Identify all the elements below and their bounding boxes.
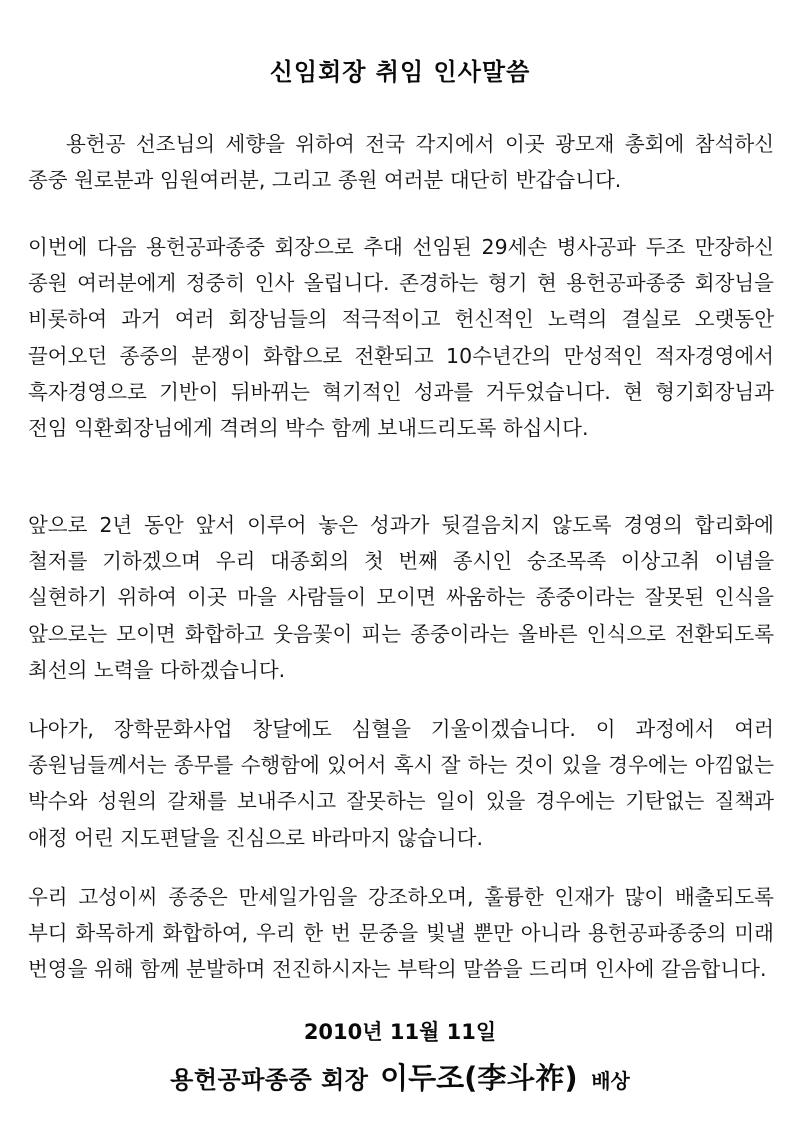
- signature-name: 이두조(李斗祚): [380, 1061, 578, 1095]
- paragraph-request: 나아가, 장학문화사업 창달에도 심혈을 기울이겠습니다. 이 과정에서 여러 종원님들께서는 종무를 수행함에 있어서 혹시 잘 하는 것이 있을 경우에는 아낌없는 박수와 성원의 갈채를 보내주시고 잘못하는 일이 있을 경우에는 기탄없는 질책과 애정 어린 지도편달을 진심으로 바라마지 않습니다.: [28, 717, 774, 850]
- document-date: 2010년 11월 11일: [303, 1020, 497, 1044]
- signature-organization: 용헌공파종중 회장: [170, 1066, 369, 1094]
- signature-suffix: 배상: [591, 1069, 630, 1093]
- signature-line: [0, 1056, 800, 1097]
- paragraph-introduction: 이번에 다음 용헌공파종중 회장으로 추대 선임된 29세손 병사공파 두조 만장하신 종원 여러분에게 정중히 인사 올립니다. 존경하는 형기 현 용헌공파종중 회장님을 비롯하여 과거 여러 회장님들의 적극적이고 헌신적인 노력의 결실로 오랫동안 끌어오던 종중의 분쟁이 화합으로 전환되고 10수년간의 만성적인 적자경영에서 흑자경영으로 기반이 뒤바뀌는 혁기적인 성과를 거두었습니다. 현 형기회장님과 전임 익환회장님에게 격려의 박수 함께 보내드리도록 하십시다.: [28, 235, 774, 441]
- document-title: 신임회장 취임 인사말씀: [269, 58, 531, 86]
- paragraph-greeting: 용헌공 선조님의 세향을 위하여 전국 각지에서 이곳 광모재 총회에 참석하신 종중 원로분과 임원여러분, 그리고 종원 여러분 대단히 반갑습니다.: [28, 132, 774, 193]
- paragraph-closing: 우리 고성이씨 종중은 만세일가임을 강조하오며, 훌륭한 인재가 많이 배출되도록 부디 화목하게 화합하여, 우리 한 번 문중을 빛낼 뿐만 아니라 용헌공파종중의 미래 번영을 위해 함께 분발하며 전진하시자는 부탁의 말씀을 드리며 인사에 갈음합니다.: [28, 885, 774, 982]
- paragraph-plans: 앞으로 2년 동안 앞서 이루어 놓은 성과가 뒷걸음치지 않도록 경영의 합리화에 철저를 기하겠으며 우리 대종회의 첫 번째 종시인 숭조목족 이상고취 이념을 실현하기 위하여 이곳 마을 사람들이 모이면 싸움하는 종중이라는 잘못된 인식을 앞으로는 모이면 화합하고 웃음꽃이 피는 종중이라는 올바른 인식으로 전환되도록 최선의 노력을 다하겠습니다.: [28, 513, 774, 682]
